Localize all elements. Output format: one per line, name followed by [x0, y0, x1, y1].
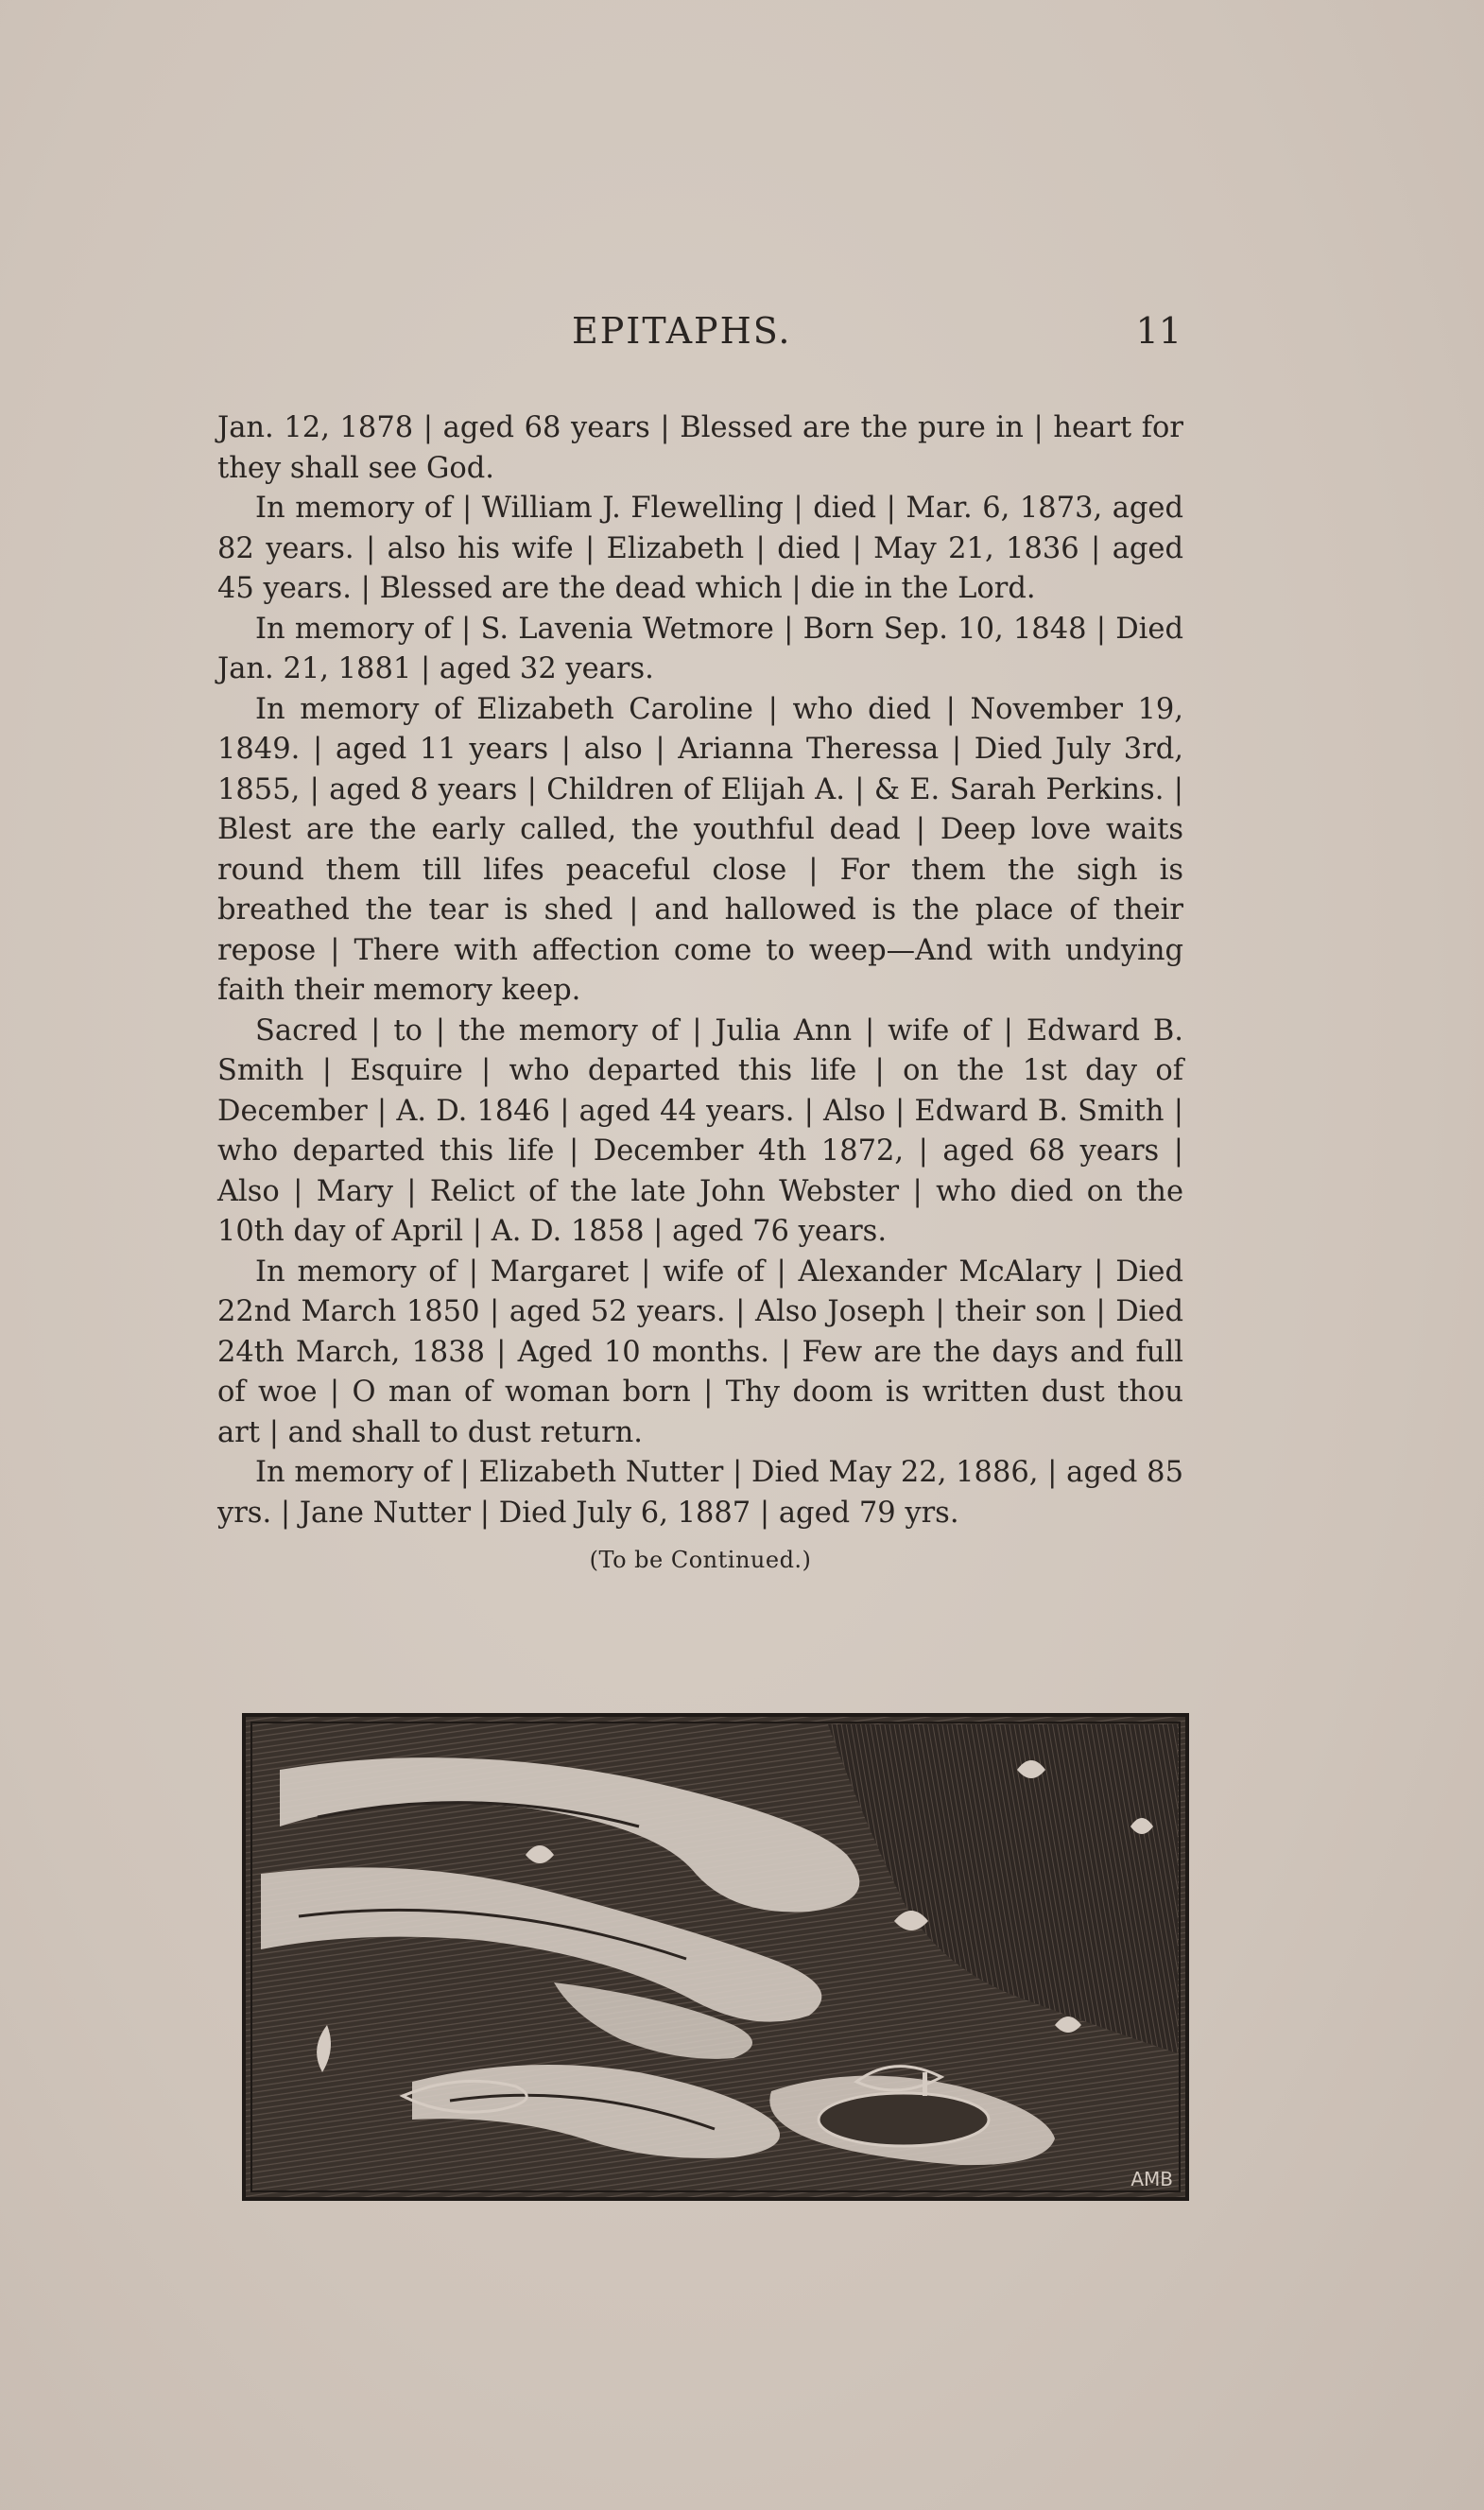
epitaph-paragraph: In memory of | S. Lavenia Wetmore | Born Sep. 10, 1848 | Died Jan. 21, 1881 | aged 32 years.: [217, 612, 1183, 685]
epitaph-paragraph: In memory of | William J. Flewelling | died | Mar. 6, 1873, aged 82 years. | also his wife | Elizabeth | died | May 21, 1836 | aged 45 years. | Blessed are the dead which | die in the Lord.: [217, 492, 1183, 605]
epitaph-paragraph: In memory of | Elizabeth Nutter | Died May 22, 1886, | aged 85 yrs. | Jane Nutter | Died July 6, 1887 | aged 79 yrs.: [217, 1456, 1183, 1530]
epitaph-paragraph: Jan. 12, 1878 | aged 68 years | Blessed are the pure in | heart for they shall see God.: [217, 411, 1183, 485]
continued-note: (To be Continued.): [589, 1547, 812, 1573]
epitaph-paragraph: In memory of Elizabeth Caroline | who died | November 19, 1849. | aged 11 years | also | Arianna Theressa | Died July 3rd, 1855, | aged 8 years | Children of Elijah A. | & E. Sarah Perkins. | Blest are the early called, the youthful dead | Deep love waits round them till lifes peaceful close | For them the sigh is breathed the tear is shed | and hallowed is the place of their repose | There with affection come to weep—And with undying faith their memory keep.: [217, 692, 1183, 1007]
page-number: 11: [1135, 310, 1182, 352]
epitaph-paragraph: Sacred | to | the memory of | Julia Ann | wife of | Edward B. Smith | Esquire | who departed this life | on the 1st day of December | A. D. 1846 | aged 44 years. | Also | Edward B. Smith | who departed this life | December 4th 1872, | aged 68 years | Also | Mary | Relict of the late John Webster | who died on the 10th day of April | A. D. 1858 | aged 76 years.: [217, 1013, 1183, 1248]
page-header: [217, 310, 1182, 357]
running-title: EPITAPHS.: [572, 310, 792, 352]
tailpiece-engraving: [242, 1713, 1189, 2201]
river-landscape-illustration: [242, 1713, 1189, 2201]
engraver-signature: AMB: [1130, 2168, 1173, 2190]
epitaphs-text: [217, 408, 1183, 1533]
epitaph-paragraph: In memory of | Margaret | wife of | Alexander McAlary | Died 22nd March 1850 | aged 52 years. | Also Joseph | their son | Died 24th March, 1838 | Aged 10 months. | Few are the days and full of woe | O man of woman born | Thy doom is written dust thou art | and shall to dust return.: [217, 1255, 1183, 1449]
